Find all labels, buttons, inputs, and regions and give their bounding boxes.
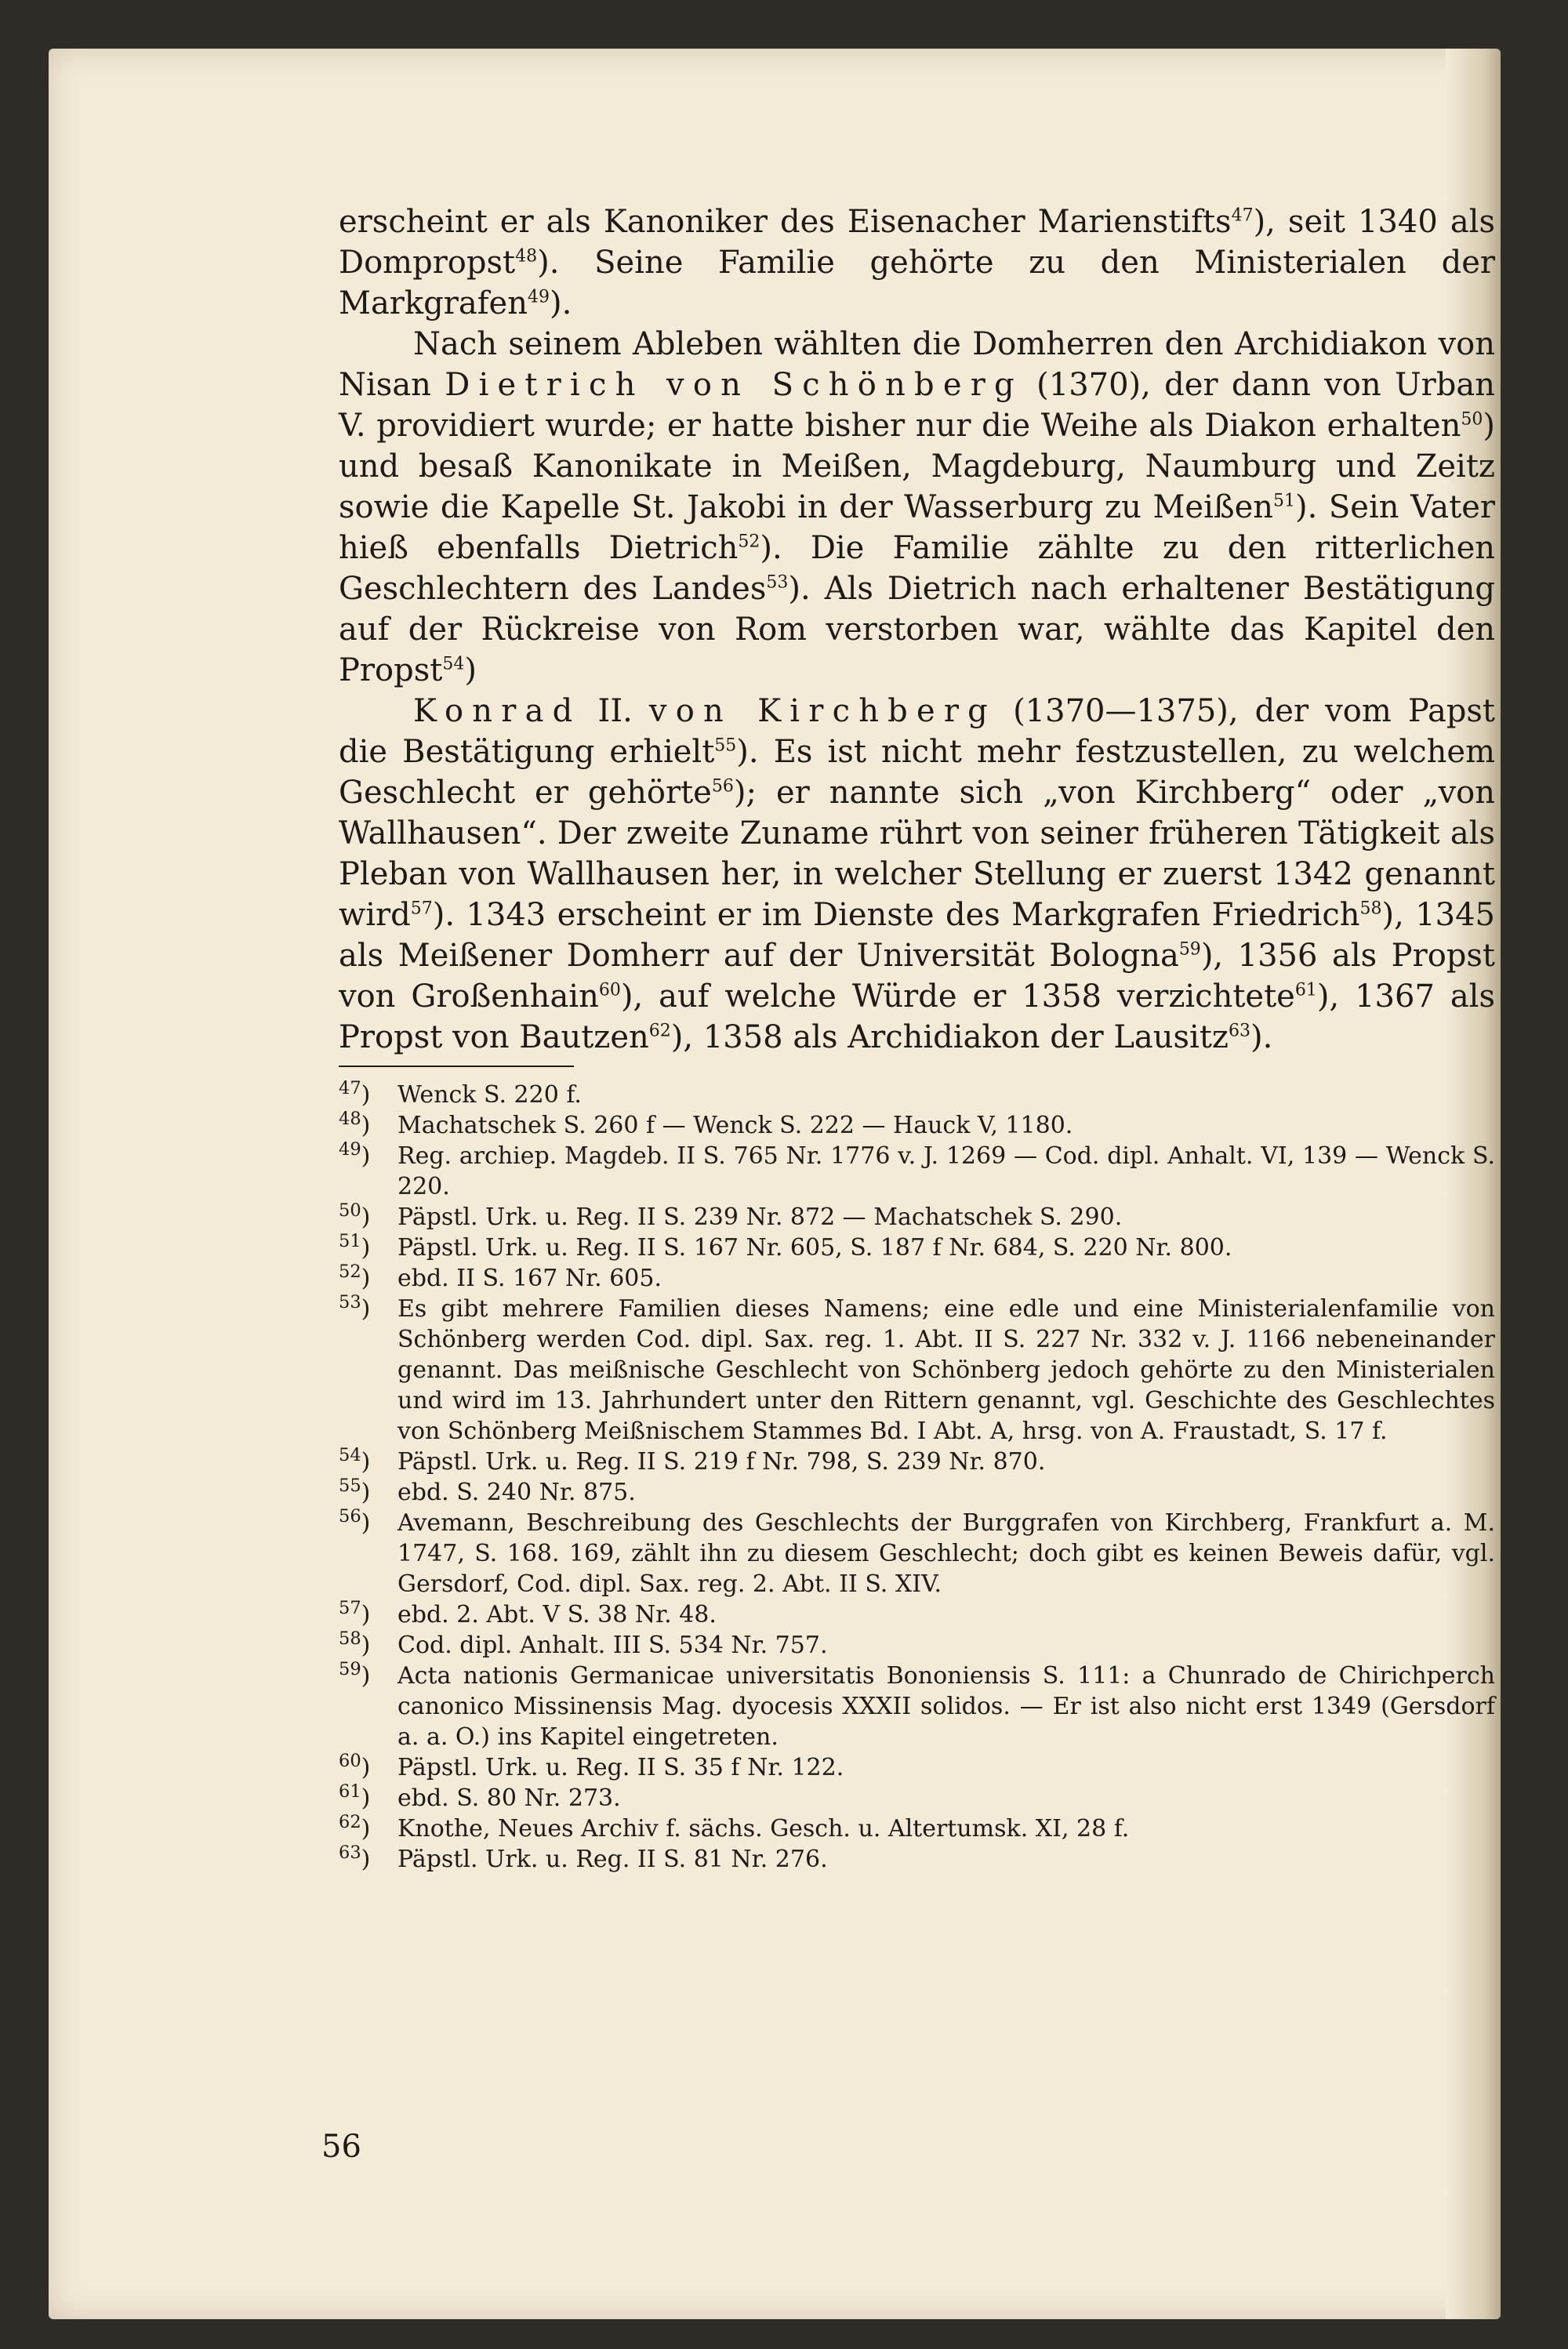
- footnote-ref: 51: [1273, 491, 1296, 511]
- footnote: [339, 1294, 1495, 1447]
- text-run: ), seit 1340 als Dompropst: [339, 204, 1496, 281]
- text-run: ). Als Dietrich nach erhaltener Bestätigung auf der Rückreise von Rom verstorben war, wählte das Kapitel den Propst: [339, 571, 1495, 688]
- footnote-ref: 47: [1231, 205, 1254, 226]
- footnote-ref: 60: [598, 980, 621, 1000]
- text-run: (1370—1375), der vom Papst die Bestätigung erhielt: [339, 693, 1495, 770]
- footnote-text: Acta nationis Germanicae universitatis Bononiensis S. 111: a Chunrado de Chirichperch canonico Missinensis Mag. dyocesis XXXII solidos. — Er ist also nicht erst 1349 (Gersdorf a. a. O.) ins Kapitel eingetreten.: [397, 1662, 1495, 1751]
- footnote: [339, 1813, 1495, 1844]
- footnote-ref: 58: [1359, 899, 1382, 919]
- footnote-number: $^{53}$): [339, 1292, 371, 1323]
- footnote-text: Cod. dipl. Anhalt. III S. 534 Nr. 757.: [397, 1632, 828, 1659]
- text-run: (1370), der dann von Urban V. providiert wurde; er hatte bisher nur die Weihe als Diakon erhalten: [339, 367, 1495, 444]
- footnote-ref: 56: [711, 776, 734, 797]
- footnote-text: Avemann, Beschreibung des Geschlechts der Burggrafen von Kirchberg, Frankfurt a. M. 1747, S. 168. 169, zählt ihn zu diesem Geschlecht; doch gibt es keinen Beweis dafür, vgl. Gersdorf, Cod. dipl. Sax. reg. 2. Abt. II S. XIV.: [397, 1509, 1495, 1598]
- text-run: ) und besaß Kanonikate in Meißen, Magdeburg, Naumburg und Zeitz sowie die Kapelle St. Jakobi in der Wasserburg zu Meißen: [339, 408, 1495, 525]
- footnote-text: Päpstl. Urk. u. Reg. II S. 35 f Nr. 122.: [397, 1754, 844, 1781]
- footnote-number: $^{61}$): [339, 1781, 371, 1812]
- footnote-ref: 61: [1294, 980, 1317, 1000]
- text-run: erscheint er als Kanoniker des Eisenacher Marienstifts: [339, 204, 1232, 240]
- footnote-number: $^{60}$): [339, 1751, 371, 1781]
- footnote-number: $^{55}$): [339, 1476, 371, 1506]
- text-run: Nach seinem Ableben wählten die Domherren den Archidiakon von Nisan: [339, 326, 1495, 403]
- footnote-ref: 53: [766, 572, 789, 593]
- footnote: [339, 1263, 1495, 1294]
- book-page: [49, 49, 1501, 2319]
- paragraph-3: [339, 691, 1495, 1058]
- text-run: ), 1367 als Propst von Bautzen: [339, 978, 1495, 1055]
- footnote-text: Päpstl. Urk. u. Reg. II S. 81 Nr. 276.: [397, 1846, 828, 1873]
- footnotes: [339, 1080, 1495, 1875]
- text-run: ), 1356 als Propst von Großenhain: [339, 938, 1495, 1015]
- footnote-text: ebd. 2. Abt. V S. 38 Nr. 48.: [397, 1601, 717, 1628]
- footnote-number: $^{50}$): [339, 1200, 371, 1231]
- footnote-number: $^{57}$): [339, 1598, 371, 1628]
- footnote: [339, 1233, 1495, 1263]
- text-run: II.: [581, 693, 649, 729]
- footnote-ref: 50: [1461, 409, 1483, 430]
- text-run: ). Es ist nicht mehr festzustellen, zu welchem Geschlecht er gehörte: [339, 734, 1495, 811]
- footnote-number: $^{54}$): [339, 1445, 371, 1476]
- spaced-name: Dietrich von Schönberg: [445, 367, 1023, 403]
- text-run: ).: [1250, 1019, 1273, 1055]
- text-run: ). 1343 erscheint er im Dienste des Markgrafen Friedrich: [432, 897, 1360, 933]
- footnote: [339, 1783, 1495, 1813]
- footnote: [339, 1110, 1495, 1141]
- footnote-number: $^{48}$): [339, 1109, 371, 1139]
- text-run: ), 1358 als Archidiakon der Lausitz: [670, 1019, 1229, 1055]
- footnote-number: $^{49}$): [339, 1139, 371, 1170]
- text-run: ); er nannte sich „von Kirchberg“ oder „von Wallhausen“. Der zweite Zuname rührt von seiner früheren Tätigkeit als Pleban von Wallhausen her, in welcher Stellung er zuerst 1342 genannt wird: [339, 775, 1496, 933]
- footnote-number: $^{58}$): [339, 1628, 371, 1659]
- footnote-text: Knothe, Neues Archiv f. sächs. Gesch. u. Altertumsk. XI, 28 f.: [397, 1815, 1130, 1843]
- footnote-text: Päpstl. Urk. u. Reg. II S. 167 Nr. 605, S. 187 f Nr. 684, S. 220 Nr. 800.: [397, 1234, 1232, 1262]
- footnote: [339, 1844, 1495, 1875]
- footnote-text: Päpstl. Urk. u. Reg. II S. 239 Nr. 872 — Machatschek S. 290.: [397, 1204, 1123, 1231]
- footnote-ref: 52: [738, 532, 760, 552]
- footnote-ref: 63: [1228, 1021, 1250, 1041]
- footnote-number: $^{59}$): [339, 1659, 371, 1690]
- footnote: [339, 1447, 1495, 1477]
- footnote-ref: 49: [527, 287, 550, 307]
- spaced-name: von Kirchberg: [648, 693, 996, 729]
- text-run: ), auf welche Würde er 1358 verzichtete: [620, 978, 1295, 1015]
- footnote-number: $^{47}$): [339, 1078, 371, 1109]
- footnote-number: $^{62}$): [339, 1812, 371, 1843]
- footnote: [339, 1599, 1495, 1630]
- footnote: [339, 1661, 1495, 1752]
- footnote-number: $^{56}$): [339, 1506, 371, 1537]
- footnote-ref: 57: [410, 899, 433, 919]
- footnote-text: Päpstl. Urk. u. Reg. II S. 219 f Nr. 798, S. 239 Nr. 870.: [397, 1448, 1046, 1476]
- footnote: [339, 1202, 1495, 1233]
- footnote: [339, 1630, 1495, 1661]
- footnote-ref: 48: [515, 246, 538, 267]
- footnote: [339, 1080, 1495, 1110]
- footnote-number: $^{63}$): [339, 1843, 371, 1873]
- footnote: [339, 1752, 1495, 1783]
- footnote-text: Wenck S. 220 f.: [397, 1081, 582, 1109]
- footnote-ref: 54: [442, 654, 465, 674]
- text-run: ). Die Familie zählte zu den ritterlichen Geschlechtern des Landes: [339, 530, 1495, 607]
- footnote-text: ebd. S. 240 Nr. 875.: [397, 1479, 636, 1506]
- footnote: [339, 1508, 1495, 1599]
- text-run: ). Sein Vater hieß ebenfalls Dietrich: [339, 489, 1495, 566]
- text-run: ).: [549, 285, 572, 321]
- footnote-text: Reg. archiep. Magdeb. II S. 765 Nr. 1776 v. J. 1269 — Cod. dipl. Anhalt. VI, 139 — Wenck S. 220.: [397, 1142, 1495, 1200]
- footnote-ref: 62: [648, 1021, 671, 1041]
- footnote-text: Machatschek S. 260 f — Wenck S. 222 — Hauck V, 1180.: [397, 1112, 1073, 1139]
- text-run: ). Seine Familie gehörte zu den Ministerialen der Markgrafen: [339, 245, 1495, 321]
- footnote-text: Es gibt mehrere Familien dieses Namens; eine edle und eine Ministerialenfamilie von Schönberg werden Cod. dipl. Sax. reg. 1. Abt. II S. 227 Nr. 332 v. J. 1166 nebeneinander genannt. Das meißnische Geschlecht von Schönberg jedoch gehörte zu den Ministerialen und wird im 13. Jahrhundert unter den Rittern genannt, vgl. Geschichte des Geschlechtes von Schönberg Meißnischem Stammes Bd. I Abt. A, hrsg. von A. Fraustadt, S. 17 f.: [397, 1295, 1495, 1445]
- footnote-text: ebd. II S. 167 Nr. 605.: [397, 1265, 662, 1292]
- page-number: 56: [321, 2129, 361, 2165]
- footnote-separator: [339, 1066, 574, 1067]
- spaced-name: Konrad: [413, 693, 582, 729]
- footnote-ref: 55: [714, 735, 737, 756]
- footnote-number: $^{51}$): [339, 1231, 371, 1262]
- text-run: ), 1345 als Meißener Domherr auf der Universität Bologna: [339, 897, 1495, 974]
- footnote-number: $^{52}$): [339, 1262, 371, 1292]
- paragraph-2: [339, 324, 1495, 691]
- footnote-ref: 59: [1178, 939, 1201, 960]
- footnote-text: ebd. S. 80 Nr. 273.: [397, 1784, 621, 1812]
- text-block: [339, 201, 1495, 1875]
- footnote: [339, 1141, 1495, 1202]
- main-text: [339, 201, 1495, 1058]
- footnote: [339, 1477, 1495, 1508]
- paragraph-1: [339, 201, 1495, 324]
- text-run: ): [464, 652, 477, 688]
